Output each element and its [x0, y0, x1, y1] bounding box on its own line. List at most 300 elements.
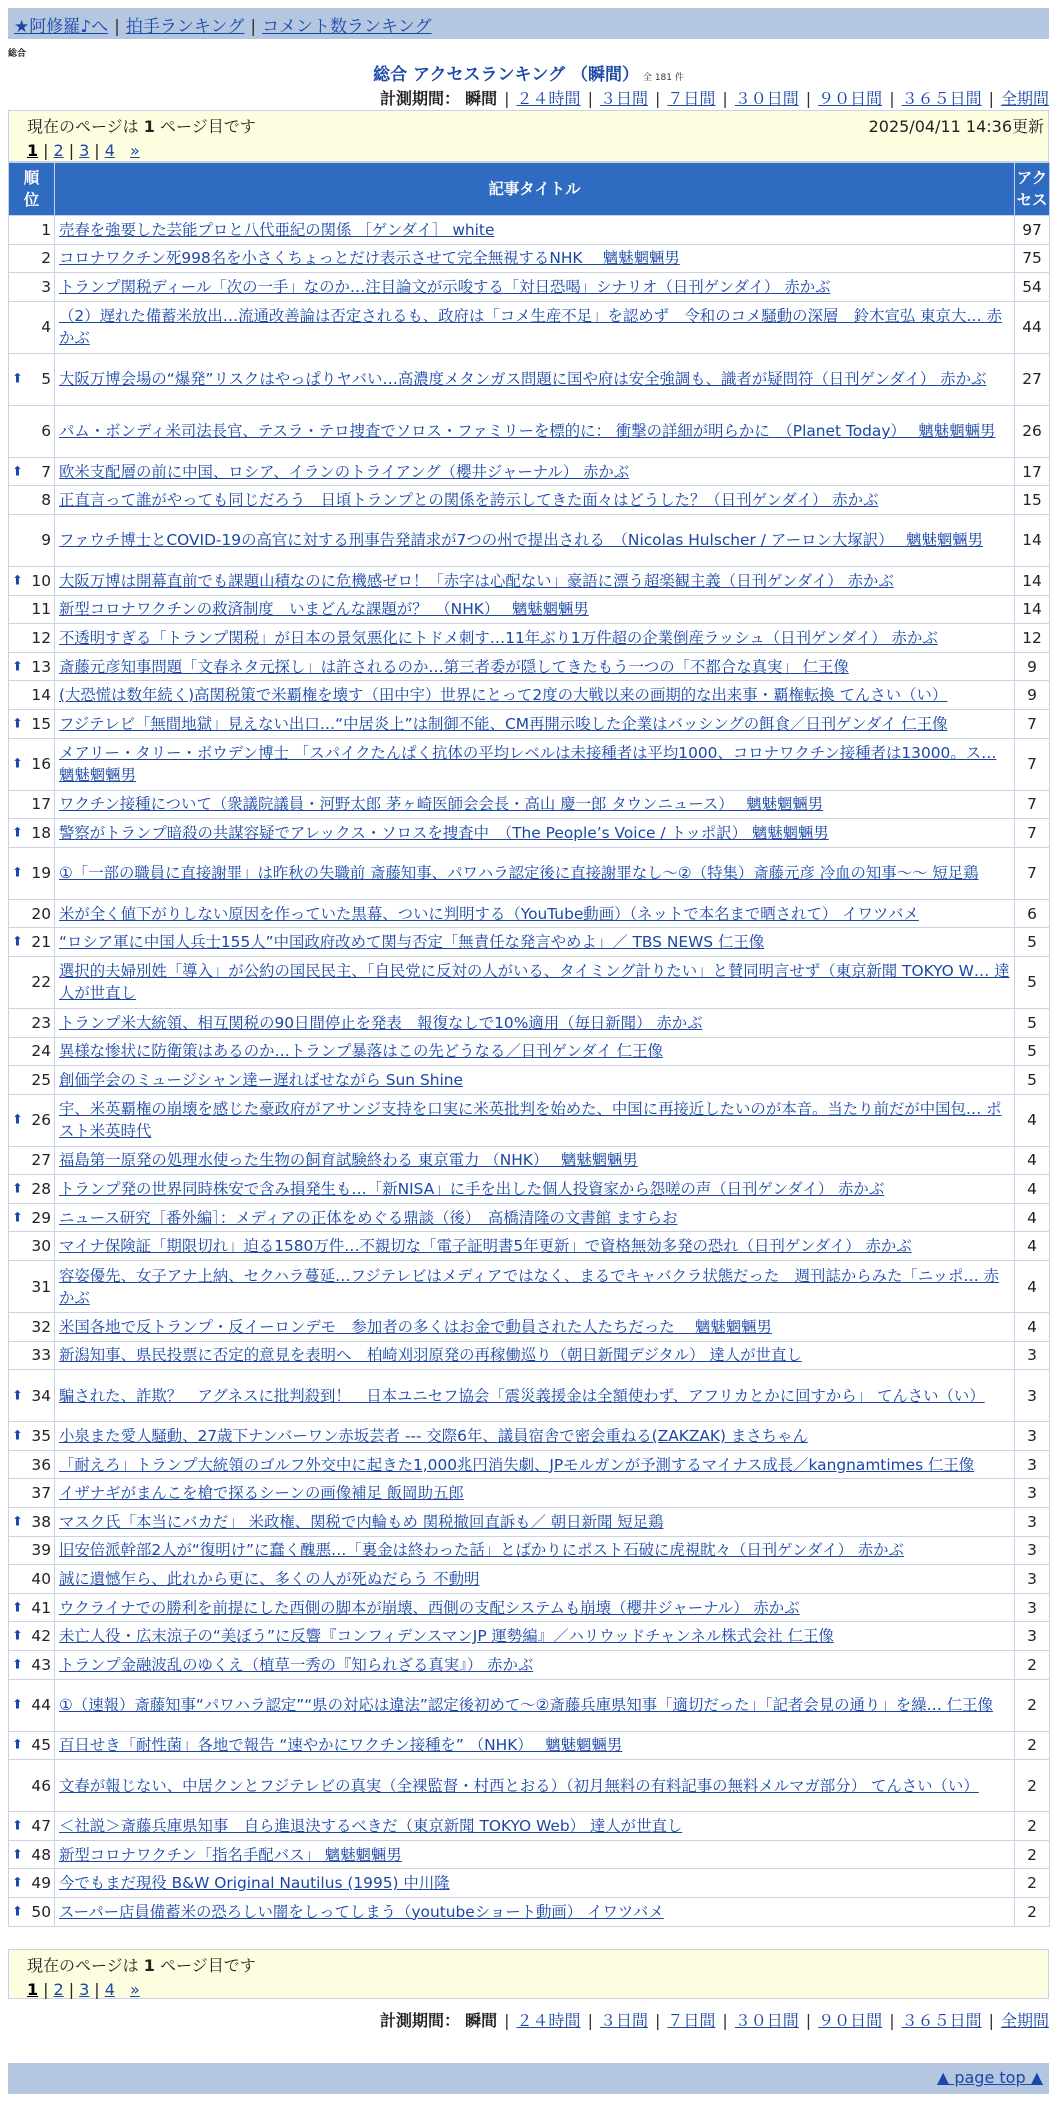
page-separator: [120, 1980, 125, 1999]
rank-number: 46: [31, 1776, 51, 1795]
rank-cell: [9, 273, 55, 302]
page-text: ページ目です: [154, 117, 256, 136]
access-count: 5: [1015, 956, 1050, 1008]
article-title-link[interactable]: 未亡人役・広末涼子の“美ぼう”に反響『コンフィデンスマンJP 運勢編』／ハリウッドチャンネル株式会社 仁王像: [59, 1627, 834, 1646]
article-title-link[interactable]: 新型コロナワクチンの救済制度 いまどんな課題が？ （NHK） 魑魅魍魎男: [59, 600, 589, 619]
article-title-link[interactable]: ①（速報）斎藤知事“パワハラ認定”“県の対応は違法”認定後初めて～②斎藤兵庫県知事「適切だった」「記者会見の通り」を繰… 仁王像: [59, 1696, 993, 1715]
rank-number: 27: [31, 1151, 51, 1170]
period-selector: [380, 86, 1049, 109]
title-cell: [55, 738, 1015, 790]
article-title-link[interactable]: パム・ボンディ米司法長官、テスラ・テロ捜査でソロス・ファミリーを標的に： 衝撃の詳細が明らかに （Planet Today） 魑魅魍魎男: [59, 422, 996, 441]
access-count: 3: [1015, 1536, 1050, 1565]
title-cell: [55, 1008, 1015, 1037]
comment-ranking-link[interactable]: コメント数ランキング: [262, 17, 432, 37]
table-row: [9, 738, 1050, 790]
article-title-link[interactable]: 米国各地で反トランプ・反イーロンデモ 参加者の多くはお金で動員された人たちだった 魑魅魍魎男: [59, 1317, 772, 1336]
article-title-link[interactable]: 旧安倍派幹部2人が“復明け”に蠢く醜悪…「裏金は終わった話」とばかりにポスト石破に虎視眈々（日刊ゲンダイ） 赤かぶ: [59, 1541, 904, 1560]
title-cell: [55, 486, 1015, 515]
page-link-4[interactable]: 4: [104, 141, 115, 160]
page-indicator: [27, 1953, 1048, 1976]
rank-cell: [9, 1341, 55, 1370]
title-cell: [55, 1450, 1015, 1479]
rank-number: 9: [41, 531, 51, 550]
access-count: 3: [1015, 1565, 1050, 1594]
title-cell: [55, 514, 1015, 566]
period-separator: |: [587, 89, 593, 108]
article-title-link[interactable]: 米が全く値下がりしない原因を作っていた黒幕、ついに判明する（YouTube動画）（ネットで本名まで晒されて） イワツバメ: [59, 904, 919, 923]
article-title-link[interactable]: ワクチン接種について（衆議院議員・河野太郎 茅ヶ崎医師会会長・高山 慶一郎 タウンニュース） 魑魅魍魎男: [59, 795, 824, 814]
title-cell: [55, 353, 1015, 405]
rank-header: [9, 163, 55, 216]
rank-up-arrow-icon: ⬆: [12, 1904, 23, 1920]
page-link-2[interactable]: 2: [53, 1980, 64, 1999]
table-row: [9, 709, 1050, 738]
access-count: 54: [1015, 273, 1050, 302]
access-count: 4: [1015, 1203, 1050, 1232]
period-separator: |: [504, 89, 510, 108]
period-label: 計測期間：: [380, 2011, 461, 2030]
table-row: [9, 819, 1050, 848]
period-separator: |: [889, 89, 895, 108]
page-link-current: 1: [27, 1980, 39, 1999]
nav-separator: |: [114, 17, 120, 37]
title-cell: [55, 1651, 1015, 1680]
table-row: [9, 1593, 1050, 1622]
table-row: [9, 1261, 1050, 1313]
article-title-link[interactable]: (大恐慌は数年続く)高関税策で米覇権を壊す（田中宇）世界にとって2度の大戦以来の画期的な出来事・覇権転換 てんさい（い）: [59, 686, 948, 705]
ranking-rows: [9, 216, 1050, 1927]
rank-cell: [9, 457, 55, 486]
table-row: [9, 956, 1050, 1008]
title-cell: [55, 566, 1015, 595]
period-current: 瞬間: [465, 2011, 498, 2030]
article-title-link[interactable]: ウクライナでの勝利を前提にした西側の脚本が崩壊、西側の支配システムも崩壊（櫻井ジャーナル） 赤かぶ: [59, 1598, 800, 1617]
rank-up-arrow-icon: ⬆: [12, 1181, 23, 1197]
rank-cell: [9, 1622, 55, 1651]
rank-up-arrow-icon: ⬆: [12, 1628, 23, 1644]
rank-number: 35: [31, 1427, 51, 1446]
period-90d-link[interactable]: ９０日間: [818, 89, 883, 108]
period-30d-link[interactable]: ３０日間: [734, 89, 799, 108]
title-cell: [55, 1479, 1015, 1508]
article-title-link[interactable]: 今でもまだ現役 B&W Original Nautilus (1995) 中川隆: [59, 1874, 450, 1893]
article-title-link[interactable]: 福島第一原発の処理水使った生物の飼育試験終わる 東京電力 （NHK） 魑魅魍魎男: [59, 1151, 638, 1170]
access-count: 7: [1015, 819, 1050, 848]
table-row: [9, 514, 1050, 566]
rank-up-arrow-icon: ⬆: [12, 756, 23, 772]
title-cell: [55, 273, 1015, 302]
article-title-link[interactable]: トランプ発の世界同時株安で含み損発生も…「新NISA」に手を出した個人投資家から怨嗟の声（日刊ゲンダイ） 赤かぶ: [59, 1180, 885, 1199]
title-header: 記事タイトル: [55, 163, 1015, 216]
article-title-link[interactable]: ①「一部の職員に直接謝罪」は昨秋の失職前 斎藤知事、パワハラ認定後に直接謝罪なし～②（特集）斎藤元彦 冷血の知事～～ 短足鶏: [59, 864, 979, 883]
table-row: [9, 899, 1050, 928]
home-link[interactable]: ★阿修羅♪へ: [14, 17, 109, 37]
page-separator: |: [94, 1980, 100, 1999]
access-count: 3: [1015, 1422, 1050, 1451]
article-title-link[interactable]: 大阪万博は開幕直前でも課題山積なのに危機感ゼロ！「赤字は心配ない」豪語に漂う超楽観主義（日刊ゲンダイ） 赤かぶ: [59, 571, 894, 590]
period-separator: |: [654, 89, 661, 108]
period-all-link[interactable]: 全期間: [1000, 89, 1049, 108]
article-title-link[interactable]: コロナワクチン死998名を小さくちょっとだけ表示させて完全無視するNHK 魑魅魍魎男: [59, 249, 680, 268]
table-row: [9, 1094, 1050, 1146]
access-count: 3: [1015, 1508, 1050, 1537]
title-cell: [55, 652, 1015, 681]
rank-up-arrow-icon: ⬆: [12, 464, 23, 480]
top-nav-bar: [8, 8, 1049, 39]
page-link-current: 1: [27, 141, 39, 160]
title-cell: [55, 595, 1015, 624]
rank-cell: [9, 847, 55, 899]
article-title-link[interactable]: 文春が報じない、中居クンとフジテレビの真実（全裸監督・村西とおる）（初月無料の有料記事の無料メルマガ部分） てんさい（い）: [59, 1776, 979, 1795]
rank-up-arrow-icon: ⬆: [12, 716, 23, 732]
table-row: [9, 1066, 1050, 1095]
rank-cell: [9, 899, 55, 928]
rank-number: 21: [31, 933, 51, 952]
rank-cell: [9, 928, 55, 957]
title-cell: [55, 956, 1015, 1008]
access-count: 7: [1015, 790, 1050, 819]
page-separator: |: [43, 141, 49, 160]
rank-cell: [9, 1146, 55, 1175]
rank-number: 11: [31, 600, 51, 619]
rank-cell: [9, 1593, 55, 1622]
rank-number: 20: [31, 904, 51, 923]
rank-number: 7: [41, 462, 51, 481]
rank-number: 16: [31, 755, 51, 774]
rank-number: 31: [31, 1277, 51, 1296]
access-count: 4: [1015, 1232, 1050, 1261]
rank-up-arrow-icon: ⬆: [12, 1737, 23, 1753]
page-link-3[interactable]: 3: [79, 1980, 90, 1999]
period-24h-link[interactable]: ２４時間: [516, 2011, 581, 2030]
table-row: [9, 1731, 1050, 1760]
rank-cell: [9, 738, 55, 790]
rank-up-arrow-icon: ⬆: [12, 1818, 23, 1834]
page-link-4[interactable]: 4: [104, 1980, 115, 1999]
table-row: [9, 1565, 1050, 1594]
table-row: [9, 1479, 1050, 1508]
rank-cell: [9, 1008, 55, 1037]
access-count: 9: [1015, 652, 1050, 681]
table-row: [9, 847, 1050, 899]
rank-number: 24: [31, 1042, 51, 1061]
rank-number: 19: [31, 864, 51, 883]
table-row: [9, 1679, 1050, 1731]
table-row: [9, 273, 1050, 302]
rank-number: 36: [31, 1455, 51, 1474]
rank-number: 6: [41, 422, 51, 441]
rank-cell: [9, 1175, 55, 1204]
rank-number: 37: [31, 1484, 51, 1503]
table-row: [9, 1422, 1050, 1451]
page-top-link[interactable]: ▲ page top ▲: [936, 2068, 1043, 2087]
table-header-row: [9, 163, 1050, 216]
table-row: [9, 1897, 1050, 1926]
article-title-link[interactable]: 売春を強要した芸能プロと八代亜紀の関係 ［ゲンダイ］ white: [59, 220, 495, 239]
period-90d-link[interactable]: ９０日間: [818, 2011, 883, 2030]
rank-number: 28: [31, 1180, 51, 1199]
rank-up-arrow-icon: ⬆: [12, 1514, 23, 1530]
title-cell: [55, 1869, 1015, 1898]
table-row: [9, 1508, 1050, 1537]
period-all-link[interactable]: 全期間: [1000, 2011, 1049, 2030]
rank-cell: [9, 405, 55, 457]
access-count: 15: [1015, 486, 1050, 515]
access-count: 4: [1015, 1313, 1050, 1342]
rank-up-arrow-icon: ⬆: [12, 659, 23, 675]
rank-number: 42: [31, 1627, 51, 1646]
title-cell: [55, 1760, 1015, 1812]
rank-number: 50: [31, 1902, 51, 1921]
rank-cell: [9, 1422, 55, 1451]
rank-cell: [9, 1066, 55, 1095]
period-365d-link[interactable]: ３６５日間: [901, 2011, 982, 2030]
title-cell: [55, 1536, 1015, 1565]
access-count: 4: [1015, 1146, 1050, 1175]
rank-up-arrow-icon: ⬆: [12, 371, 23, 387]
article-title-link[interactable]: 容姿優先、女子アナ上納、セクハラ蔓延…フジテレビはメディアではなく、まるでキャバクラ状態だった 週刊誌からみた「ニッポ… 赤かぶ: [59, 1266, 1000, 1307]
rank-cell: [9, 486, 55, 515]
period-separator: |: [805, 89, 812, 108]
table-row: [9, 652, 1050, 681]
article-title-link[interactable]: イザナギがまんこを槍で探るシーンの画像補足 飯岡助五郎: [59, 1484, 464, 1503]
table-row: [9, 1450, 1050, 1479]
article-title-link[interactable]: 欧米支配層の前に中国、ロシア、イランのトライアング（櫻井ジャーナル） 赤かぶ: [59, 462, 630, 481]
rank-cell: [9, 1508, 55, 1537]
rank-cell: [9, 652, 55, 681]
title-cell: [55, 457, 1015, 486]
rank-number: 48: [31, 1845, 51, 1864]
rank-cell: [9, 566, 55, 595]
title-cell: [55, 1731, 1015, 1760]
period-separator: |: [722, 89, 728, 108]
access-count: 3: [1015, 1341, 1050, 1370]
rank-cell: [9, 1760, 55, 1812]
title-cell: [55, 405, 1015, 457]
rank-number: 13: [31, 657, 51, 676]
access-count: 3: [1015, 1479, 1050, 1508]
period-7d-link[interactable]: ７日間: [667, 89, 716, 108]
article-title-link[interactable]: 誠に遺憾乍ら、此れから更に、多くの人が死ぬだらう 不動明: [59, 1570, 480, 1589]
table-row: [9, 1008, 1050, 1037]
article-title-link[interactable]: 選択的夫婦別姓「導入」が公約の国民民主、「自民党に反対の人がいる、タイミング計りたい」と賛同明言せず（東京新聞 TOKYO W… 達人が世直し: [59, 962, 1010, 1003]
period-separator: |: [805, 2011, 812, 2030]
table-row: [9, 1812, 1050, 1841]
title-cell: [55, 1066, 1015, 1095]
article-title-link[interactable]: メアリー・タリー・ボウデン博士 「スパイクたんぱく抗体の平均レベルは未接種者は平均1000、コロナワクチン接種者は13000。ス… 魑魅魍魎男: [59, 744, 997, 785]
rank-up-arrow-icon: ⬆: [12, 573, 23, 589]
rank-up-arrow-icon: ⬆: [12, 1112, 23, 1128]
applause-ranking-link[interactable]: 拍手ランキング: [125, 17, 245, 37]
access-count: 75: [1015, 244, 1050, 273]
period-30d-link[interactable]: ３０日間: [734, 2011, 799, 2030]
rank-number: 38: [31, 1512, 51, 1531]
page-link-2[interactable]: 2: [53, 141, 64, 160]
article-title-link[interactable]: トランプ米大統領、相互関税の90日間停止を発表 報復なしで10%適用（毎日新聞） 赤かぶ: [59, 1013, 703, 1032]
rank-cell: [9, 1232, 55, 1261]
article-title-link[interactable]: 百日せき「耐性菌」各地で報告 “速やかにワクチン接種を” （NHK） 魑魅魍魎男: [59, 1736, 623, 1755]
rank-number: 2: [41, 249, 51, 268]
page-text: ページ目です: [154, 1956, 256, 1975]
title-cell: [55, 847, 1015, 899]
rank-number: 43: [31, 1655, 51, 1674]
title-cell: [55, 1370, 1015, 1422]
article-title-link[interactable]: トランプ金融波乱のゆくえ（植草一秀の『知られざる真実』） 赤かぶ: [59, 1655, 534, 1674]
article-title-link[interactable]: ファウチ博士とCOVID-19の高官に対する刑事告発請求が7つの州で提出される （Nicolas Hulscher / アーロン大塚訳） 魑魅魍魎男: [59, 531, 984, 550]
article-title-link[interactable]: 警察がトランプ暗殺の共謀容疑でアレックス・ソロスを捜査中 （The People’s Voice / トッポ訳） 魑魅魍魎男: [59, 823, 829, 842]
rank-up-arrow-icon: ⬆: [12, 1428, 23, 1444]
article-title-link[interactable]: 異様な惨状に防衛策はあるのか…トランプ暴落はこの先どうなる／日刊ゲンダイ 仁王像: [59, 1042, 663, 1061]
article-title-link[interactable]: 「耐えろ」トランプ大統領のゴルフ外交中に起きた1,000兆円消失劇、JPモルガンが予測するマイナス成長／kangnamtimes 仁王像: [59, 1455, 975, 1474]
title-cell: [55, 1622, 1015, 1651]
table-row: [9, 1146, 1050, 1175]
rank-cell: [9, 216, 55, 245]
rank-up-arrow-icon: ⬆: [12, 1697, 23, 1713]
rank-number: 47: [31, 1816, 51, 1835]
nav-separator: |: [250, 17, 257, 37]
table-row: [9, 624, 1050, 653]
table-row: [9, 790, 1050, 819]
rank-number: 14: [31, 686, 51, 705]
rank-cell: [9, 1679, 55, 1731]
table-row: [9, 1037, 1050, 1066]
access-count: 3: [1015, 1622, 1050, 1651]
title-cell: [55, 1422, 1015, 1451]
rank-number: 3: [41, 277, 51, 296]
table-row: [9, 1232, 1050, 1261]
article-title-link[interactable]: フジテレビ「無間地獄」見えない出口…“中居炎上”は制御不能、CM再開示唆した企業はバッシングの餌食／日刊ゲンダイ 仁王像: [59, 714, 948, 733]
article-title-link[interactable]: スーパー店員備蓄米の恐ろしい闇をしってしまう（youtubeショート動画） イワツバメ: [59, 1902, 664, 1921]
period-separator: |: [587, 2011, 593, 2030]
rank-up-arrow-icon: ⬆: [12, 1875, 23, 1891]
article-title-link[interactable]: “ロシア軍に中国人兵士155人”中国政府改めて関与否定「無責任な発言やめよ」／ TBS NEWS 仁王像: [59, 933, 765, 952]
access-count: 4: [1015, 1094, 1050, 1146]
rank-cell: [9, 1565, 55, 1594]
article-title-link[interactable]: マイナ保険証「期限切れ」迫る1580万件…不親切な「電子証明書5年更新」で資格無効多発の恐れ（日刊ゲンダイ） 赤かぶ: [59, 1237, 912, 1256]
page-separator: |: [94, 141, 100, 160]
title-cell: [55, 1840, 1015, 1869]
title-cell: [55, 709, 1015, 738]
article-title-link[interactable]: 正直言って誰がやっても同じだろう 日頃トランプとの関係を誇示してきた面々はどうした？（日刊ゲンダイ） 赤かぶ: [59, 491, 879, 510]
table-row: [9, 353, 1050, 405]
access-count: 3: [1015, 1370, 1050, 1422]
period-3d-link[interactable]: ３日間: [599, 2011, 648, 2030]
pagination: [27, 1980, 1048, 1999]
article-title-link[interactable]: 新潟知事、県民投票に否定的意見を表明へ 柏崎刈羽原発の再稼働巡り（朝日新聞デジタル） 達人が世直し: [59, 1346, 802, 1365]
period-separator: |: [988, 2011, 994, 2030]
article-title-link[interactable]: 騙された、詐欺？ アグネスに批判殺到！ 日本ユニセフ協会「震災義援金は全額使わず、アフリカとかに回すから」 てんさい（い）: [59, 1386, 985, 1405]
rank-cell: [9, 790, 55, 819]
table-row: [9, 1313, 1050, 1342]
access-count: 44: [1015, 301, 1050, 353]
page-separator: |: [68, 1980, 75, 1999]
period-7d-link[interactable]: ７日間: [667, 2011, 716, 2030]
period-24h-link[interactable]: ２４時間: [516, 89, 581, 108]
table-row: [9, 595, 1050, 624]
ranking-table: [8, 162, 1050, 1927]
access-count: 4: [1015, 1261, 1050, 1313]
rank-cell: [9, 1731, 55, 1760]
period-3d-link[interactable]: ３日間: [599, 89, 648, 108]
article-title-link[interactable]: ＜社説＞斎藤兵庫県知事 自ら進退決するべきだ（東京新聞 TOKYO Web） 達人が世直し: [59, 1816, 683, 1835]
rank-number: 39: [31, 1541, 51, 1560]
access-header-text: アクセス: [1016, 169, 1048, 209]
article-title-link[interactable]: ニュース研究［番外編］：メディアの正体をめぐる鼎談（後） 高橋清隆の文書館 ますらお: [59, 1208, 678, 1227]
page-link-3[interactable]: 3: [79, 141, 90, 160]
rank-number: 15: [31, 714, 51, 733]
rank-number: 18: [31, 823, 51, 842]
article-title-link[interactable]: 宇、米英覇権の崩壊を感じた豪政府がアサンジ支持を口実に米英批判を始めた、中国に再接近したいのが本音。当たり前だが中国包… ポスト米英時代: [59, 1100, 1002, 1141]
rank-cell: [9, 1370, 55, 1422]
rank-up-arrow-icon: ⬆: [12, 1388, 23, 1404]
access-count: 5: [1015, 1008, 1050, 1037]
total-count: 全 181 件: [642, 73, 684, 83]
rank-up-arrow-icon: ⬆: [12, 865, 23, 881]
rank-cell: [9, 709, 55, 738]
page-separator: [120, 141, 125, 160]
table-row: [9, 1869, 1050, 1898]
period-separator: |: [722, 2011, 728, 2030]
article-title-link[interactable]: マスク氏「本当にバカだ」 米政権、関税で内輪もめ 関税撤回直訴も／ 朝日新聞 短足鶏: [59, 1512, 664, 1531]
title-cell: [55, 681, 1015, 710]
title-cell: [55, 928, 1015, 957]
access-count: 5: [1015, 928, 1050, 957]
rank-cell: [9, 1897, 55, 1926]
pagination: [27, 141, 1048, 160]
rank-number: 1: [41, 220, 51, 239]
rank-cell: [9, 301, 55, 353]
article-title-link[interactable]: 不透明すぎる「トランプ関税」が日本の景気悪化にトドメ刺す…11年ぶり1万件超の企業倒産ラッシュ（日刊ゲンダイ） 赤かぶ: [59, 628, 938, 647]
next-page-link[interactable]: »: [129, 1980, 140, 1999]
rank-number: 10: [31, 571, 51, 590]
period-selector-bottom: [380, 2008, 1049, 2031]
table-row: [9, 1536, 1050, 1565]
table-row: [9, 1651, 1050, 1680]
access-count: 2: [1015, 1731, 1050, 1760]
rank-number: 30: [31, 1237, 51, 1256]
rank-cell: [9, 681, 55, 710]
article-title-link[interactable]: 斎藤元彦知事問題「文春ネタ元探し」は許されるのか…第三者委が隠してきたもう一つの「不都合な真実」 仁王像: [59, 657, 849, 676]
article-title-link[interactable]: 大阪万博会場の“爆発”リスクはやっぱりヤバい…高濃度メタンガス問題に国や府は安全強調も、識者が疑問符（日刊ゲンダイ） 赤かぶ: [59, 370, 987, 389]
pager-bottom: [8, 1949, 1049, 1999]
article-title-link[interactable]: トランプ関税ディール「次の一手」なのか…注目論文が示唆する「対日恐喝」シナリオ（日刊ゲンダイ） 赤かぶ: [59, 277, 831, 296]
access-count: 9: [1015, 681, 1050, 710]
rank-cell: [9, 1812, 55, 1841]
rank-number: 45: [31, 1736, 51, 1755]
article-title-link[interactable]: 小泉また愛人騒動、27歳下ナンバーワン赤坂芸者 --- 交際6年、議員宿舎で密会重ねる(ZAKZAK) まさちゃん: [59, 1427, 808, 1446]
page-text: 現在のページは: [27, 117, 144, 136]
article-title-link[interactable]: （2）遅れた備蓄米放出…流通改善論は否定されるも、政府は「コメ生産不足」を認めず 令和のコメ騒動の深層 鈴木宣弘 東京大… 赤かぶ: [59, 307, 1003, 348]
table-row: [9, 486, 1050, 515]
table-row: [9, 1341, 1050, 1370]
rank-up-arrow-icon: ⬆: [12, 1657, 23, 1673]
next-page-link[interactable]: »: [129, 141, 140, 160]
title-cell: [55, 1341, 1015, 1370]
access-count: 26: [1015, 405, 1050, 457]
table-row: [9, 1203, 1050, 1232]
title-cell: [55, 1232, 1015, 1261]
access-count: 2: [1015, 1651, 1050, 1680]
period-separator: |: [504, 2011, 510, 2030]
rank-number: 29: [31, 1208, 51, 1227]
access-count: 7: [1015, 709, 1050, 738]
period-365d-link[interactable]: ３６５日間: [901, 89, 982, 108]
table-row: [9, 301, 1050, 353]
article-title-link[interactable]: 創価学会のミュージシャン達ー遅ればせながら Sun Shine: [59, 1070, 463, 1089]
article-title-link[interactable]: 新型コロナワクチン「指名手配バス」 魑魅魍魎男: [59, 1845, 402, 1864]
rank-cell: [9, 1651, 55, 1680]
rank-cell: [9, 819, 55, 848]
